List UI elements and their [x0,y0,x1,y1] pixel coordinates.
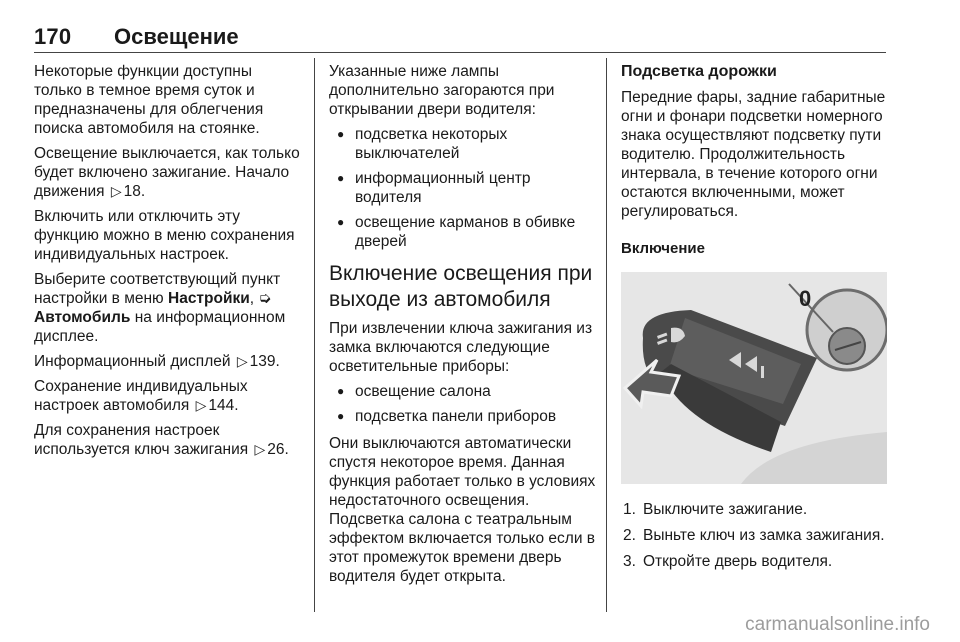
header-divider [34,52,886,53]
list-item: ● информационный центр водителя [329,169,597,207]
column-3 [621,62,887,578]
paragraph-menu: Выберите соответствующий пункт настройки в меню Настройки, ➭ Автомобиль на информационном дисплее. [34,271,286,345]
paragraph-auto-off: Они выключаются автоматически спустя некоторое время. Данная функция работает только в условиях недостаточного освещения. Подсветка салона с театральным эффектом включается только если в этот промежуток времени дверь водителя будет открыта. [329,435,596,585]
list-item: ● освещение карманов в обивке дверей [329,213,597,251]
list-item: 2. Выньте ключ из замка зажигания. [623,527,885,544]
list-item: ● подсветка некоторых выключателей [329,125,597,163]
page-ref-arrow-icon: ▷ [110,183,122,199]
page-title: Освещение [114,24,239,49]
paragraph-key: Для сохранения настроек используется ключ зажигания ▷ 26. [34,422,289,458]
paragraph-intro: Некоторые функции доступны только в темное время суток и предназначены для облегчения поиска автомобиля на стоянке. [34,63,264,137]
page-link-139[interactable]: 139. [249,353,280,370]
paragraph-personal-settings: Сохранение индивидуальных настроек автомобиля ▷ 144. [34,378,248,414]
list-item: ● подсветка панели приборов [329,407,597,426]
page-ref-arrow-icon: ▷ [195,397,207,413]
page-link-26[interactable]: 26. [267,441,289,458]
paragraph-path-lighting: Передние фары, задние габаритные огни и фонари подсветки номерного знака осуществляют подсветку пути водителю. Продолжительность интервала, в течение которого огни остаются включенными, может регулироваться. [621,89,886,220]
page-ref-arrow-icon: ▷ [236,353,248,369]
exit-lamps-list [329,382,597,426]
list-item: ● освещение салона [329,382,597,401]
page-link-18[interactable]: 18. [123,183,146,200]
column-2 [329,62,597,592]
page-number: 170 [34,24,72,49]
page-ref-arrow-icon: ▷ [254,441,266,457]
light-stalk-illustration [621,272,887,484]
activation-steps [621,500,887,571]
paragraph-toggle: Включить или отключить эту функцию можно в меню сохранения индивидуальных настроек. [34,208,295,263]
column-1 [34,62,302,465]
section-heading-path-lighting: Подсветка дорожки [621,63,777,80]
page-link-144[interactable]: 144. [208,397,239,414]
paragraph-ignition: Освещение выключается, как только будет включено зажигание. Начало движения ▷ 18. [34,145,300,200]
column-divider-2 [606,58,607,612]
menu-vehicle: Автомобиль [34,309,131,326]
paragraph-key-removal: При извлечении ключа зажигания из замка включаются следующие осветительные приборы: [329,320,593,375]
list-item: 1. Выключите зажигание. [623,501,808,518]
paragraph-info-display: Информационный дисплей ▷ 139. [34,353,280,370]
door-lamps-list [329,125,597,251]
menu-arrow-icon: ➭ [258,290,272,307]
section-heading-exit-lighting: Включение освещения при выходе из автомобиля [329,262,593,311]
menu-settings: Настройки [168,290,250,307]
column-divider-1 [314,58,315,612]
watermark: carmanualsonline.info [745,614,930,635]
headlight-stalk-figure [621,272,887,484]
list-item: 3. Откройте дверь водителя. [623,553,833,570]
figure-label: 0 [799,286,812,311]
subheading-activation: Включение [621,240,705,257]
paragraph-door-lamps: Указанные ниже лампы дополнительно загораются при открывании двери водителя: [329,63,555,118]
